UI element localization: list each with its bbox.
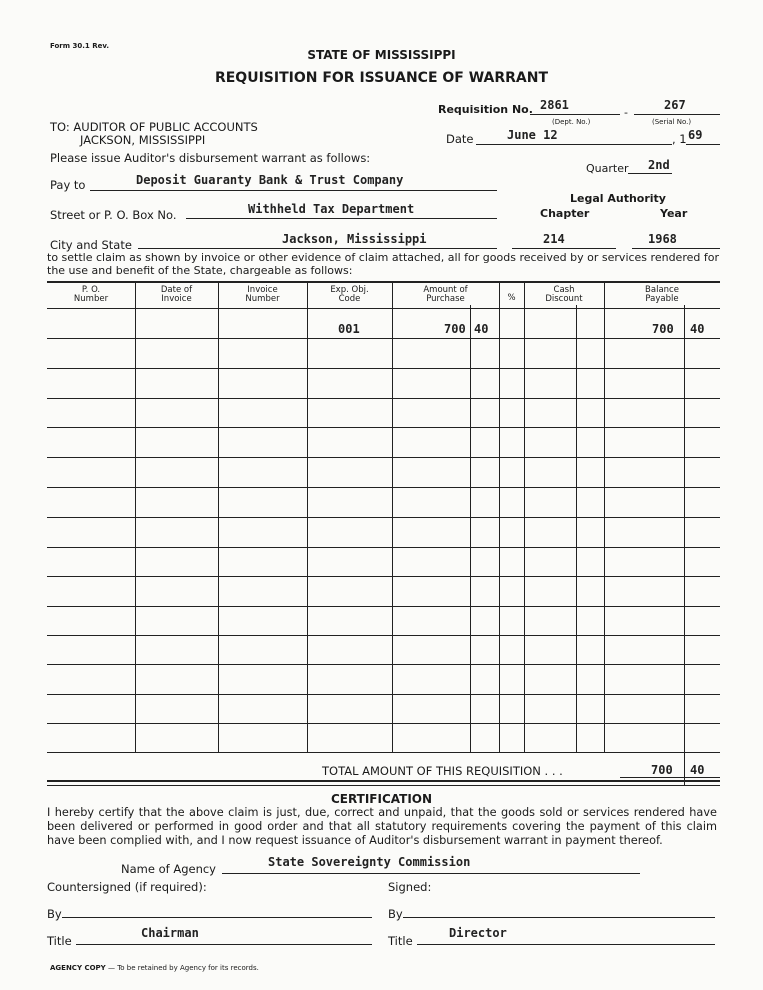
table-row-separator	[47, 338, 720, 339]
date-value: June 12	[507, 128, 558, 142]
countersign-signature-line	[62, 917, 372, 918]
signature-line	[403, 917, 715, 918]
table-row-separator	[47, 723, 720, 724]
col-exp-code: Exp. Obj. Code	[330, 285, 369, 304]
certification-title: CERTIFICATION	[330, 792, 433, 806]
serial-no-caption: (Serial No.)	[652, 118, 692, 126]
street-value: Withheld Tax Department	[248, 202, 415, 216]
date-label: Date	[446, 132, 474, 146]
table-row-separator	[47, 427, 720, 428]
table-row-separator	[47, 517, 720, 518]
row1-amount-dollars: 700	[444, 322, 466, 336]
table-row-separator	[47, 694, 720, 695]
left-title-label: Title	[47, 934, 72, 948]
form-number: Form 30.1 Rev.	[50, 42, 109, 50]
table-row-separator	[47, 398, 720, 399]
chapter-value: 214	[543, 232, 565, 246]
row1-amount-cents: 40	[474, 322, 489, 336]
to-line1: TO: AUDITOR OF PUBLIC ACCOUNTS	[50, 120, 258, 134]
row1-balance-dollars: 700	[652, 322, 674, 336]
total-label: TOTAL AMOUNT OF THIS REQUISITION . . .	[322, 764, 563, 778]
table-row-separator	[47, 368, 720, 369]
row1-balance-cents: 40	[690, 322, 705, 336]
footer	[50, 964, 259, 972]
table-row-separator	[47, 606, 720, 607]
table-row-separator	[47, 547, 720, 548]
right-title-label: Title	[388, 934, 413, 948]
col-amount: Amount of Purchase	[423, 285, 468, 304]
legal-authority-title: Legal Authority	[570, 192, 666, 205]
col-percent: %	[507, 293, 516, 303]
table-row-separator	[47, 664, 720, 665]
street-label: Street or P. O. Box No.	[50, 208, 177, 222]
state-title: STATE OF MISSISSIPPI	[307, 48, 456, 62]
pay-to-label: Pay to	[50, 178, 86, 192]
col-invoice-number: Invoice Number	[245, 285, 280, 304]
countersigned-label: Countersigned (if required):	[47, 880, 207, 894]
table-row-separator	[47, 457, 720, 458]
quarter-value: 2nd	[648, 158, 670, 172]
city-label: City and State	[50, 238, 132, 252]
quarter-label: Quarter	[586, 162, 629, 175]
dept-number: 2861	[540, 98, 569, 112]
settle-text: to settle claim as shown by invoice or other evidence of claim attached, all for goods received by or services rendered for the use and benefit of the State, chargeable as follows:	[47, 251, 719, 277]
requisition-label: Requisition No.	[438, 103, 533, 116]
signed-label: Signed:	[388, 880, 432, 894]
total-cents: 40	[690, 763, 705, 777]
total-dollars: 700	[651, 763, 673, 777]
col-po: P. O. Number	[73, 285, 109, 304]
table-row-separator	[47, 487, 720, 488]
table-row-separator	[47, 576, 720, 577]
form-title: REQUISITION FOR ISSUANCE OF WARRANT	[214, 70, 549, 86]
agency-name-value: State Sovereignty Commission	[268, 855, 471, 869]
dept-no-caption: (Dept. No.)	[552, 118, 591, 126]
to-line2: JACKSON, MISSISSIPPI	[80, 133, 206, 147]
table-row-separator	[47, 752, 720, 753]
legal-year-label: Year	[660, 207, 688, 220]
right-title-value: Director	[449, 926, 507, 940]
agency-name-label: Name of Agency	[121, 862, 216, 876]
city-value: Jackson, Mississippi	[282, 232, 427, 246]
left-title-value: Chairman	[141, 926, 199, 940]
col-invoice-date: Date of Invoice	[160, 285, 193, 304]
footer-copy-note: — To be retained by Agency for its records.	[107, 964, 259, 972]
pay-to-value: Deposit Guaranty Bank & Trust Company	[136, 173, 404, 187]
chapter-label: Chapter	[540, 207, 590, 220]
col-discount: Cash Discount	[545, 285, 583, 304]
year-prefix: , 1	[672, 132, 687, 146]
row1-code: 001	[338, 322, 360, 336]
left-by-label: By	[47, 907, 62, 921]
col-balance: Balance Payable	[645, 285, 679, 304]
serial-number: 267	[664, 98, 686, 112]
instruction: Please issue Auditor's disbursement warrant as follows:	[50, 151, 371, 165]
footer-copy-label: AGENCY COPY	[50, 964, 106, 972]
right-by-label: By	[388, 907, 403, 921]
table-row-separator	[47, 635, 720, 636]
legal-year-value: 1968	[648, 232, 677, 246]
certification-text: I hereby certify that the above claim is just, due, correct and unpaid, that the goods sold or services rendered have been delivered or performed in good order and that all statutory requirements covering the payment of this claim have been complied with, and I now request issuance of Auditor's disbursement warrant in payment thereof.	[47, 806, 717, 847]
year-value: 69	[688, 128, 703, 142]
